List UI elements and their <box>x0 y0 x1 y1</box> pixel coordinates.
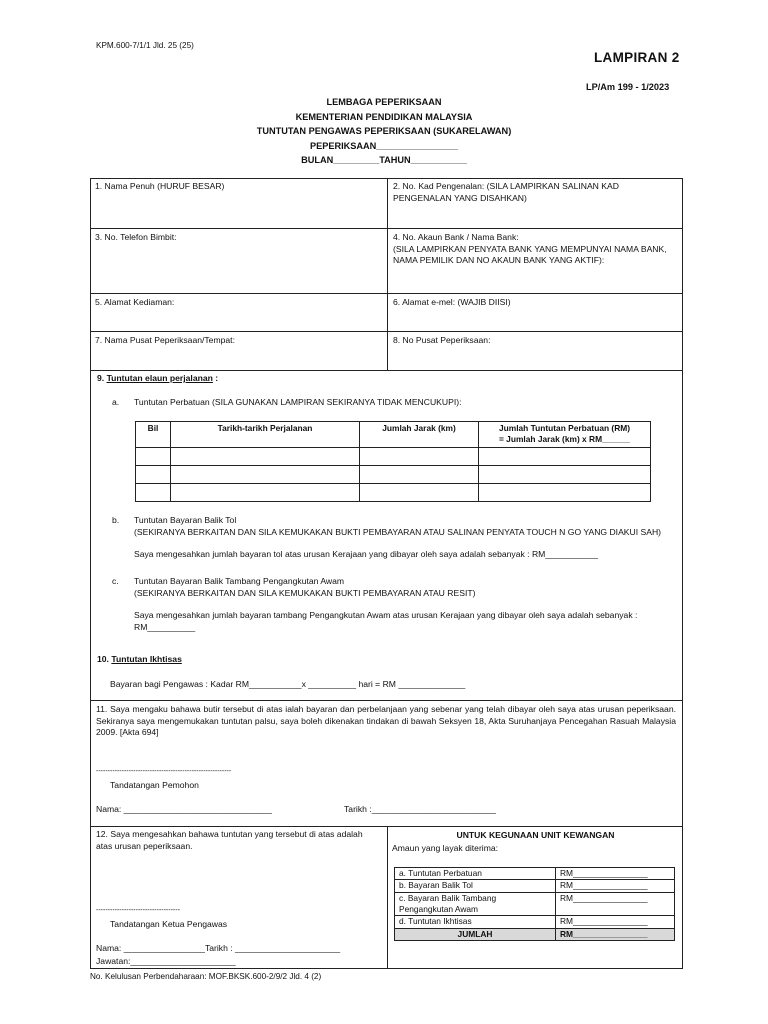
section-9b-note: (SEKIRANYA BERKAITAN DAN SILA KEMUKAKAN BUKTI PEMBAYARAN ATAU SALINAN PENYATA TOUCH N GO YANG DIAKUI SAH) <box>134 526 662 537</box>
section-10-text[interactable]: Bayaran bagi Pengawas : Kadar RM___________x __________ hari = RM ______________ <box>110 679 466 689</box>
mileage-table-header <box>136 422 651 448</box>
lampiran-label: LAMPIRAN 2 <box>594 50 680 65</box>
finance-row <box>395 892 675 916</box>
title-line-2: KEMENTERIAN PENDIDIKAN MALAYSIA <box>295 111 473 122</box>
section-9a-marker: a. <box>112 397 120 407</box>
chief-name-date-field[interactable]: Nama: _________________Tarikh : ______________________ <box>96 943 341 953</box>
section-12-text: 12. Saya mengesahkan bahawa tuntutan yang tersebut di atas adalah atas urusan peperiksaan. <box>96 829 363 851</box>
section-10-heading <box>97 654 182 666</box>
finance-row-label: b. Bayaran Balik Tol <box>395 880 556 892</box>
chief-position-field[interactable]: Jawatan:______________________ <box>96 956 236 966</box>
field-full-name[interactable] <box>90 178 387 228</box>
field-exam-centre-name[interactable] <box>90 332 387 370</box>
finance-total-value[interactable]: RM________________ <box>556 928 675 940</box>
field-address[interactable] <box>90 294 387 331</box>
finance-row-value[interactable]: RM________________ <box>556 868 675 880</box>
title-line-1: LEMBAGA PEPERIKSAAN <box>326 97 442 107</box>
chief-signature-line[interactable]: ------------------------------------ <box>96 907 180 914</box>
form-code: LP/Am 199 - 1/2023 <box>586 82 670 92</box>
section-9b-marker: b. <box>112 515 120 525</box>
field-email-label: 6. Alamat e-mel: (WAJIB DIISI) <box>393 297 511 307</box>
col-jarak: Jumlah Jarak (km) <box>360 422 479 448</box>
field-email[interactable] <box>388 294 683 331</box>
applicant-signature-line[interactable]: ---------------------------------------------------------- <box>96 768 232 775</box>
field-bank-account-label: 4. No. Akaun Bank / Nama Bank: <box>393 232 519 242</box>
treasury-approval-number: No. Kelulusan Perbendaharaan: MOF.BKSK.600-2/9/2 Jld. 4 (2) <box>90 972 322 981</box>
field-exam-centre-number-label: 8. No Pusat Peperiksaan: <box>393 335 491 345</box>
section-9c-rm[interactable]: RM__________ <box>134 621 196 632</box>
section-9c-title: Tuntutan Bayaran Balik Tambang Pengangkutan Awam <box>134 576 345 586</box>
finance-total-row <box>395 928 675 940</box>
section-11-declaration: 11. Saya mengaku bahawa butir tersebut di atas ialah bayaran dan perbelanjaan yang sebenar yang telah dibayar oleh saya atas urusan peperiksaan. Sekiranya saya mengemukakan tuntutan palsu, saya boleh dikenakan tindakan di bawah Seksyen 18, Akta Suruhanjaya Pencegahan Rasuah Malaysia 2009. [Akta 694] <box>96 704 676 738</box>
applicant-date-field[interactable]: Tarikh :__________________________ <box>344 804 496 814</box>
col-jumlah <box>479 422 651 448</box>
field-phone[interactable] <box>90 229 387 293</box>
finance-table <box>394 867 675 941</box>
field-full-name-label: 1. Nama Penuh (HURUF BESAR) <box>95 181 225 191</box>
finance-row-label: a. Tuntutan Perbatuan <box>395 868 556 880</box>
section-9-number: 9. <box>97 373 105 383</box>
finance-row-value[interactable]: RM________________ <box>556 892 675 916</box>
mileage-row[interactable] <box>136 465 651 483</box>
field-address-label: 5. Alamat Kediaman: <box>95 297 175 307</box>
finance-row <box>395 880 675 892</box>
mileage-row[interactable] <box>136 447 651 465</box>
title-line-4: PEPERIKSAAN________________ <box>309 140 459 151</box>
section-9-heading <box>97 373 218 385</box>
col-jumlah-line1: Jumlah Tuntutan Perbatuan (RM) <box>498 423 631 433</box>
title-block <box>200 95 568 168</box>
section-10-number: 10. <box>97 654 109 664</box>
section-9b-block <box>134 515 674 561</box>
field-bank-account[interactable] <box>388 229 683 293</box>
section-9-title: Tuntutan elaun perjalanan <box>106 373 213 383</box>
finance-subtitle: Amaun yang layak diterima: <box>392 843 499 853</box>
finance-row <box>395 868 675 880</box>
field-ic-number[interactable] <box>388 178 683 228</box>
finance-row-label: d. Tuntutan Ikhtisas <box>395 916 556 928</box>
section-9b-confirm[interactable]: Saya mengesahkan jumlah bayaran tol atas urusan Kerajaan yang dibayar oleh saya adalah sebanyak : RM___________ <box>134 549 598 560</box>
field-exam-centre-number[interactable] <box>388 332 683 370</box>
mileage-table <box>135 421 651 502</box>
title-line-3: TUNTUTAN PENGAWAS PEPERIKSAAN (SUKARELAWAN) <box>256 126 512 136</box>
applicant-name-field[interactable]: Nama: _______________________________ <box>96 804 272 814</box>
section-9c-block <box>134 576 674 633</box>
field-ic-number-label: 2. No. Kad Pengenalan: (SILA LAMPIRKAN SALINAN KAD PENGENALAN YANG DISAHKAN) <box>393 181 619 203</box>
section-10-title: Tuntutan Ikhtisas <box>111 654 182 664</box>
field-bank-account-note: (SILA LAMPIRKAN PENYATA BANK YANG MEMPUNYAI NAMA BANK, NAMA PEMILIK DAN NO AKAUN BANK YANG AKTIF): <box>393 243 667 266</box>
finance-row <box>395 916 675 928</box>
finance-row-label: c. Bayaran Balik Tambang Pengangkutan Awam <box>395 892 556 916</box>
section-9b-title: Tuntutan Bayaran Balik Tol <box>134 515 237 525</box>
finance-row-value[interactable]: RM________________ <box>556 880 675 892</box>
reference-number: KPM.600-7/1/1 Jld. 25 (25) <box>96 41 194 50</box>
section-9c-confirm: Saya mengesahkan jumlah bayaran tambang Pengangkutan Awam atas urusan Kerajaan yang dibayar oleh saya adalah sebanyak : <box>134 610 638 621</box>
section-9c-note: (SEKIRANYA BERKAITAN DAN SILA KEMUKAKAN BUKTI PEMBAYARAN ATAU RESIT) <box>134 587 476 598</box>
col-bil: Bil <box>136 422 171 448</box>
title-line-5: BULAN_________TAHUN___________ <box>301 155 467 165</box>
chief-signature-label: Tandatangan Ketua Pengawas <box>110 919 228 929</box>
finance-total-label: JUMLAH <box>395 928 556 940</box>
section-9-colon: : <box>215 373 219 383</box>
finance-row-value[interactable]: RM________________ <box>556 916 675 928</box>
applicant-signature-label: Tandatangan Pemohon <box>110 780 199 790</box>
section-9c-marker: c. <box>112 576 119 586</box>
field-phone-label: 3. No. Telefon Bimbit: <box>95 232 177 242</box>
section-9a-text: Tuntutan Perbatuan (SILA GUNAKAN LAMPIRAN SEKIRANYA TIDAK MENCUKUPI): <box>134 397 462 407</box>
mileage-row[interactable] <box>136 483 651 501</box>
field-exam-centre-name-label: 7. Nama Pusat Peperiksaan/Tempat: <box>95 335 235 345</box>
col-tarikh: Tarikh-tarikh Perjalanan <box>171 422 360 448</box>
finance-title: UNTUK KEGUNAAN UNIT KEWANGAN <box>456 830 615 840</box>
col-jumlah-line2: = Jumlah Jarak (km) x RM______ <box>498 434 631 445</box>
